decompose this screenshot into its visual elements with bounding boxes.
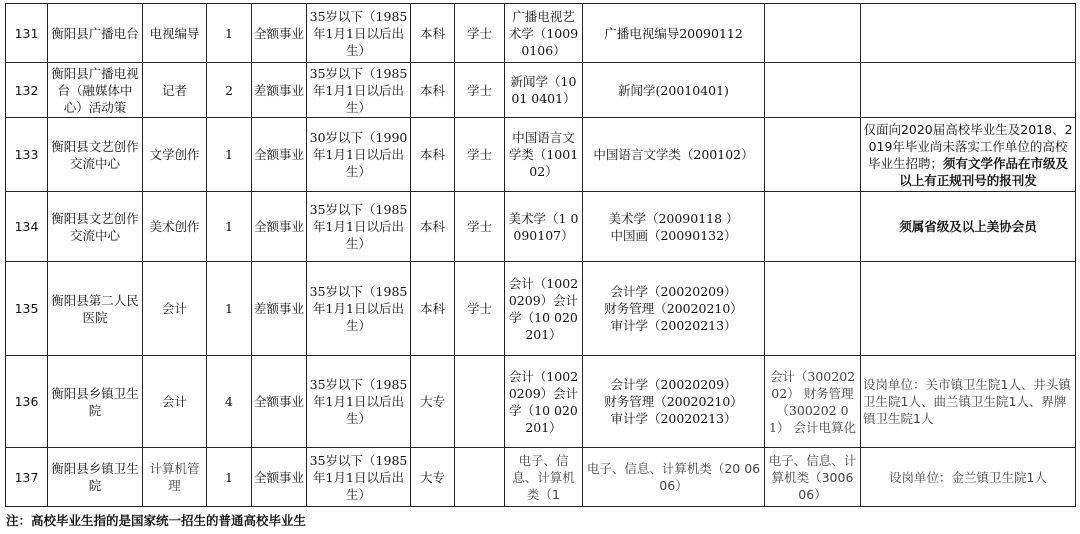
- age-cell: 35岁以下（1985年1月1日以后出生）: [307, 4, 411, 63]
- major-line: 会计学（20020209）: [610, 284, 737, 299]
- major-college-cell: 会计（300202 02） 财务管理（300202 01） 会计电算化: [765, 356, 861, 448]
- major-line: 审计学（20020213）: [610, 318, 737, 333]
- major-line: 审计学（20020213）: [610, 411, 737, 426]
- requirement-text: 仅面向2020届高校毕业生及2018、2019年毕业尚未落实工作单位的高校毕业生招聘；: [863, 121, 1073, 171]
- major-undergrad-cell: 中国语言文学类（200102）: [583, 118, 765, 192]
- requirement-cell: [861, 63, 1076, 118]
- row-number: 131: [6, 4, 48, 63]
- table-row: [6, 63, 1076, 118]
- count-cell: 1: [207, 262, 252, 356]
- row-number: 136: [6, 356, 48, 448]
- requirement-cell: [861, 4, 1076, 63]
- major-college-cell: [765, 262, 861, 356]
- major-undergrad-cell: [583, 192, 765, 262]
- unit-cell: 衡阳县文艺创作交流中心: [48, 118, 143, 192]
- position-cell: 会计: [143, 262, 207, 356]
- nature-cell: 全额事业: [252, 4, 307, 63]
- education-cell: 本科: [411, 192, 455, 262]
- major-graduate-cell: 会计（1002 0209）会计学（10 020201）: [505, 262, 583, 356]
- count-cell: 1: [207, 192, 252, 262]
- row-number: 132: [6, 63, 48, 118]
- major-line: 美术学（20090118 ）: [608, 210, 739, 226]
- age-cell: 35岁以下（1985年1月1日以后出生）: [307, 448, 411, 507]
- education-cell: 本科: [411, 4, 455, 63]
- position-cell: 计算机管理: [143, 448, 207, 507]
- table-row: [6, 4, 1076, 63]
- nature-cell: 全额事业: [252, 356, 307, 448]
- position-cell: 美术创作: [143, 192, 207, 262]
- major-line: 会计学（20020209）: [610, 377, 737, 392]
- major-college-cell: [765, 4, 861, 63]
- table-row: [6, 262, 1076, 356]
- position-cell: 电视编导: [143, 4, 207, 63]
- major-graduate-cell: 电子、信息、计算机类（1: [505, 448, 583, 507]
- degree-cell: [455, 448, 505, 507]
- requirement-cell: [861, 118, 1076, 192]
- count-cell: 4: [207, 356, 252, 448]
- major-line: 财务管理（20020210）: [604, 394, 743, 409]
- age-cell: 35岁以下（1985年1月1日以后出生）: [307, 356, 411, 448]
- degree-cell: 学士: [455, 63, 505, 118]
- requirement-cell: 设岗单位：金兰镇卫生院1人: [861, 448, 1076, 507]
- unit-cell: 衡阳县第二人民医院: [48, 262, 143, 356]
- major-graduate-cell: 广播电视艺术学（10090106）: [505, 4, 583, 63]
- major-undergrad-cell: [583, 356, 765, 448]
- position-cell: 文学创作: [143, 118, 207, 192]
- age-cell: 35岁以下（1985年1月1日以后出生）: [307, 262, 411, 356]
- unit-cell: 衡阳县乡镇卫生院: [48, 356, 143, 448]
- row-number: 137: [6, 448, 48, 507]
- requirement-cell: 设岗单位：关市镇卫生院1人、井头镇卫生院1人、曲兰镇卫生院1人、界牌镇卫生院1人: [861, 356, 1076, 448]
- major-undergrad-cell: 电子、信息、计算机类（20 0606）: [583, 448, 765, 507]
- nature-cell: 全额事业: [252, 118, 307, 192]
- major-college-cell: [765, 192, 861, 262]
- major-undergrad-cell: [583, 262, 765, 356]
- major-undergrad-cell: 广播电视编导20090112: [583, 4, 765, 63]
- nature-cell: 差额事业: [252, 63, 307, 118]
- education-cell: 本科: [411, 63, 455, 118]
- degree-cell: [455, 356, 505, 448]
- requirement-emphasis: 须有文学作品在市级及以上有正规刊号的报刊发: [899, 155, 1069, 188]
- table-row: [6, 356, 1076, 448]
- unit-cell: 衡阳县广播电台: [48, 4, 143, 63]
- major-line: 财务管理（20020210）: [604, 301, 743, 316]
- row-number: 135: [6, 262, 48, 356]
- major-college-cell: 电子、信息、计算机类（3006 06）: [765, 448, 861, 507]
- degree-cell: 学士: [455, 192, 505, 262]
- education-cell: 本科: [411, 118, 455, 192]
- table-row: [6, 192, 1076, 262]
- degree-cell: 学士: [455, 4, 505, 63]
- row-number: 134: [6, 192, 48, 262]
- requirement-cell: 须属省级及以上美协会员: [861, 192, 1076, 262]
- age-cell: 35岁以下（1985年1月1日以后出生）: [307, 63, 411, 118]
- major-graduate-cell: 会计（1002 0209）会计学（10 020201）: [505, 356, 583, 448]
- unit-cell: 衡阳县乡镇卫生院: [48, 448, 143, 507]
- nature-cell: 全额事业: [252, 192, 307, 262]
- education-cell: 大专: [411, 448, 455, 507]
- major-graduate-cell: 中国语言文学类（1001 02）: [505, 118, 583, 192]
- nature-cell: 全额事业: [252, 448, 307, 507]
- major-college-cell: [765, 118, 861, 192]
- major-college-cell: [765, 63, 861, 118]
- row-number: 133: [6, 118, 48, 192]
- major-graduate-cell: 美术学（1 0090107）: [505, 192, 583, 262]
- age-cell: 30岁以下（1990年1月1日以后出生）: [307, 118, 411, 192]
- count-cell: 1: [207, 4, 252, 63]
- position-cell: 会计: [143, 356, 207, 448]
- table-row: [6, 448, 1076, 507]
- education-cell: 大专: [411, 356, 455, 448]
- table-row: [6, 118, 1076, 192]
- unit-cell: 衡阳县广播电视台（融媒体中心）活动策: [48, 63, 143, 118]
- nature-cell: 差额事业: [252, 262, 307, 356]
- requirement-cell: [861, 262, 1076, 356]
- position-cell: 记者: [143, 63, 207, 118]
- degree-cell: 学士: [455, 118, 505, 192]
- major-graduate-cell: 新闻学（1001 0401）: [505, 63, 583, 118]
- footnote: 注：高校毕业生指的是国家统一招生的普通高校毕业生: [6, 513, 307, 528]
- count-cell: 1: [207, 448, 252, 507]
- count-cell: 2: [207, 63, 252, 118]
- count-cell: 1: [207, 118, 252, 192]
- major-undergrad-cell: 新闻学(20010401): [583, 63, 765, 118]
- major-line: 中国画（20090132）: [610, 227, 737, 243]
- age-cell: 35岁以下（1985年1月1日以后出生）: [307, 192, 411, 262]
- education-cell: 本科: [411, 262, 455, 356]
- recruitment-table: [5, 3, 1076, 507]
- degree-cell: 学士: [455, 262, 505, 356]
- unit-cell: 衡阳县文艺创作交流中心: [48, 192, 143, 262]
